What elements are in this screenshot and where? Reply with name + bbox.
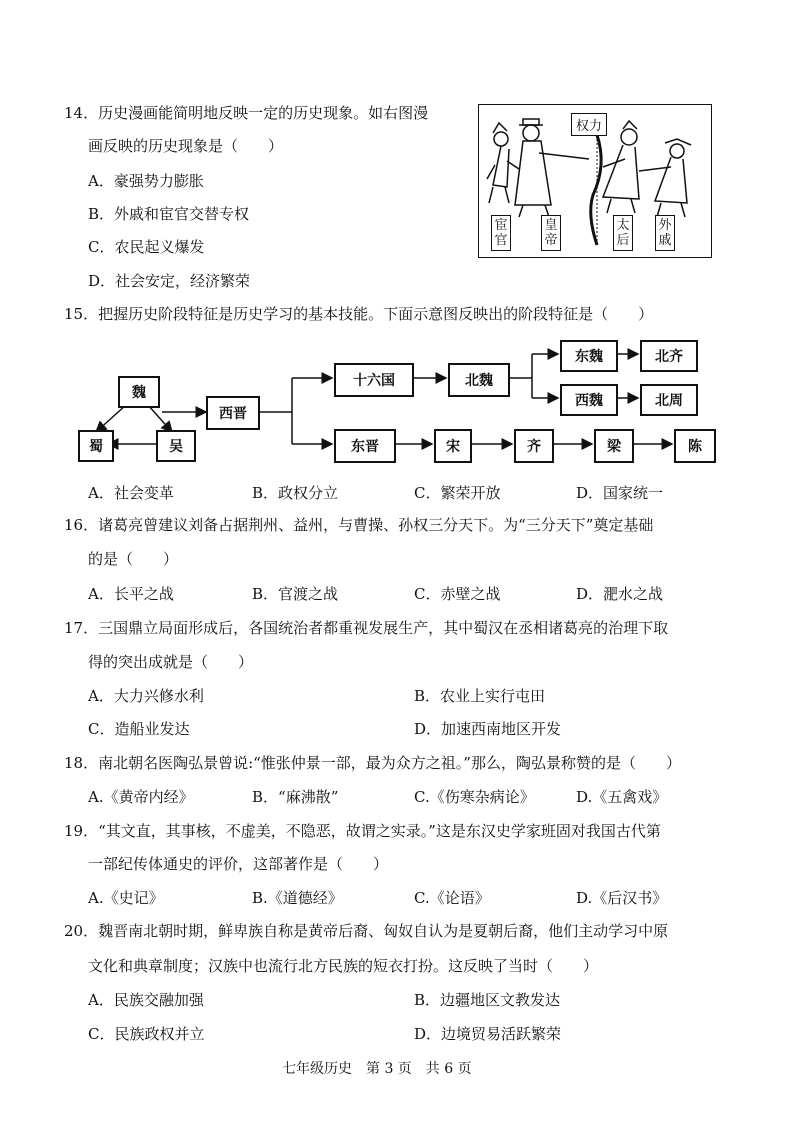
power-label: 权力 [571, 113, 607, 136]
figure-label-empress-dowager: 太后 [613, 215, 633, 251]
q15-option-c[interactable]: C．繁荣开放 [414, 484, 501, 502]
q16-stem-line2: 的是（ ） [88, 550, 179, 568]
figure-label-eunuch: 宦官 [491, 215, 511, 251]
q19-stem-line2: 一部纪传体通史的评价，这部著作是（ ） [88, 855, 389, 873]
q16-option-a[interactable]: A．长平之战 [88, 585, 174, 603]
q17-option-c[interactable]: C．造船业发达 [88, 720, 190, 738]
q17-option-d[interactable]: D．加速西南地区开发 [414, 720, 562, 738]
q18-stem: 18．南北朝名医陶弘景曾说:“惟张仲景一部，最为众方之祖。”那么，陶弘景称赞的是（ ） [64, 754, 681, 772]
node-chen: 陈 [674, 429, 716, 463]
q16-option-b[interactable]: B．官渡之战 [252, 585, 339, 603]
q20-option-b[interactable]: B．边疆地区文教发达 [414, 991, 561, 1009]
q14-option-b[interactable]: B．外戚和宦官交替专权 [88, 205, 250, 223]
q14-option-d[interactable]: D．社会安定，经济繁荣 [88, 272, 251, 290]
node-shu: 蜀 [78, 430, 114, 462]
q18-option-b[interactable]: B．“麻沸散” [252, 788, 339, 806]
q14-option-a[interactable]: A．豪强势力膨胀 [88, 172, 204, 190]
q20-stem-line2: 文化和典章制度；汉族中也流行北方民族的短衣打扮。这反映了当时（ ） [88, 957, 599, 975]
node-dongjin: 东晋 [334, 429, 396, 463]
q18-option-c[interactable]: C.《伤寒杂病论》 [414, 788, 535, 806]
q16-option-d[interactable]: D．淝水之战 [576, 585, 664, 603]
node-beizhou: 北周 [640, 384, 698, 416]
q16-option-c[interactable]: C．赤壁之战 [414, 585, 501, 603]
q16-stem-line1: 16．诸葛亮曾建议刘备占据荆州、益州，与曹操、孙权三分天下。为“三分天下”奠定基础 [64, 516, 654, 534]
q14-option-c[interactable]: C．农民起义爆发 [88, 238, 205, 256]
q15-option-a[interactable]: A．社会变革 [88, 484, 174, 502]
q18-option-d[interactable]: D.《五禽戏》 [576, 788, 668, 806]
node-wu: 吴 [156, 430, 196, 462]
node-beiqi: 北齐 [640, 340, 698, 372]
page-footer: 七年级历史 第 3 页 共 6 页 [282, 1061, 472, 1077]
q17-stem-line1: 17．三国鼎立局面形成后，各国统治者都重视发展生产，其中蜀汉在丞相诸葛亮的治理下取 [64, 619, 669, 637]
q15-option-b[interactable]: B．政权分立 [252, 484, 339, 502]
node-song: 宋 [434, 429, 472, 463]
q19-option-b[interactable]: B.《道德经》 [252, 889, 343, 907]
q15-stem: 15．把握历史阶段特征是历史学习的基本技能。下面示意图反映出的阶段特征是（ ） [64, 305, 654, 323]
q17-option-b[interactable]: B．农业上实行屯田 [414, 687, 546, 705]
q20-option-d[interactable]: D．边境贸易活跃繁荣 [414, 1025, 562, 1043]
node-dongwei: 东魏 [560, 340, 618, 372]
q14-stem-line1: 14．历史漫画能简明地反映一定的历史现象。如右图漫 [64, 104, 429, 122]
node-beiwei: 北魏 [448, 363, 510, 397]
q15-option-d[interactable]: D．国家统一 [576, 484, 664, 502]
node-liang: 梁 [594, 429, 634, 463]
q20-option-a[interactable]: A．民族交融加强 [88, 991, 204, 1009]
q19-option-d[interactable]: D.《后汉书》 [576, 889, 668, 907]
node-wei: 魏 [118, 376, 160, 408]
q20-option-c[interactable]: C．民族政权并立 [88, 1025, 205, 1043]
figure-label-consort: 外戚 [655, 215, 675, 251]
node-shiliuguo: 十六国 [334, 363, 414, 397]
node-xiwei: 西魏 [560, 384, 618, 416]
q20-stem-line1: 20．魏晋南北朝时期，鲜卑族自称是黄帝后裔、匈奴自认为是夏朝后裔，他们主动学习中原 [64, 922, 669, 940]
q19-stem-line1: 19．“其文直，其事核，不虚美，不隐恶，故谓之实录。”这是东汉史学家班固对我国古代第 [64, 822, 661, 840]
node-xijin: 西晋 [206, 396, 260, 430]
figure-label-emperor: 皇帝 [541, 215, 561, 251]
q19-option-c[interactable]: C.《论语》 [414, 889, 490, 907]
q18-option-a[interactable]: A.《黄帝内经》 [88, 788, 194, 806]
q14-stem-line2: 画反映的历史现象是（ ） [88, 137, 284, 155]
q19-option-a[interactable]: A.《史记》 [88, 889, 164, 907]
q17-option-a[interactable]: A．大力兴修水利 [88, 687, 204, 705]
node-qi: 齐 [514, 429, 554, 463]
q17-stem-line2: 得的突出成就是（ ） [88, 653, 254, 671]
